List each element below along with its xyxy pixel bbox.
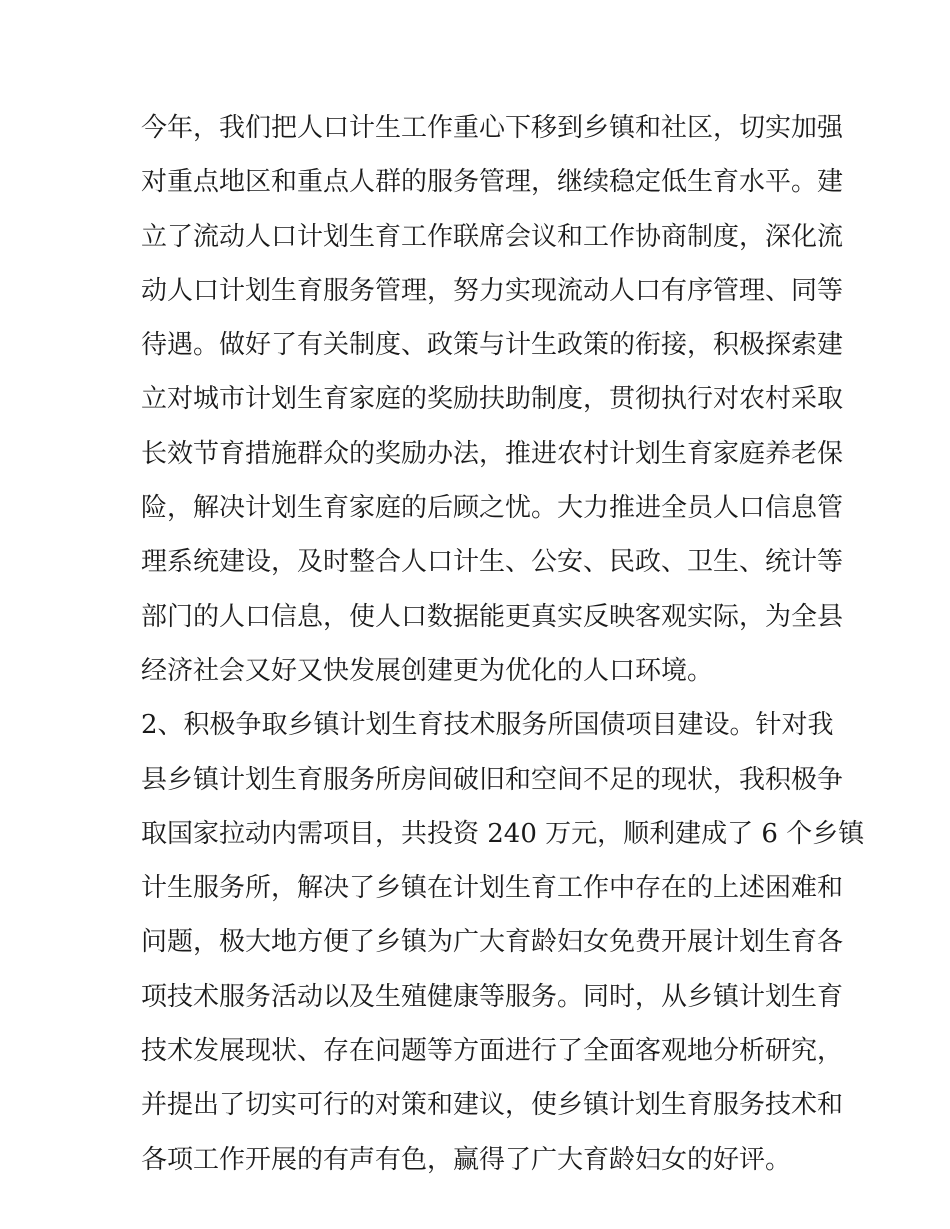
text-line: 立对城市计划生育家庭的奖励扶助制度，贯彻执行对农村采取: [141, 384, 844, 415]
text-line: 立了流动人口计划生育工作联席会议和工作协商制度，深化流: [141, 221, 844, 252]
text-line: 计生服务所，解决了乡镇在计划生育工作中存在的上述困难和: [141, 873, 844, 904]
text-line: 经济社会又好又快发展创建更为优化的人口环境。: [141, 655, 714, 686]
text-line: 险，解决计划生育家庭的后顾之忧。大力推进全员人口信息管: [141, 493, 844, 524]
text-line: 县乡镇计划生育服务所房间破旧和空间不足的现状，我积极争: [141, 764, 844, 795]
text-line: 2、积极争取乡镇计划生育技术服务所国债项目建设。针对我: [141, 710, 834, 741]
text-line: 待遇。做好了有关制度、政策与计生政策的衔接，积极探索建: [141, 330, 844, 361]
text-line: 动人口计划生育服务管理，努力实现流动人口有序管理、同等: [141, 275, 844, 306]
text-line: 项技术服务活动以及生殖健康等服务。同时，从乡镇计划生育: [141, 981, 844, 1012]
text-line: 技术发展现状、存在问题等方面进行了全面客观地分析研究，: [141, 1036, 844, 1067]
text-line: 问题，极大地方便了乡镇为广大育龄妇女免费开展计划生育各: [141, 927, 844, 958]
text-line: 取国家拉动内需项目，共投资 240 万元，顺利建成了 6 个乡镇: [141, 818, 865, 849]
text-line: 对重点地区和重点人群的服务管理，继续稳定低生育水平。建: [141, 167, 844, 198]
text-line: 长效节育措施群众的奖励办法，推进农村计划生育家庭养老保: [141, 438, 844, 469]
text-line: 理系统建设，及时整合人口计生、公安、民政、卫生、统计等: [141, 547, 844, 578]
text-line: 各项工作开展的有声有色，赢得了广大育龄妇女的好评。: [141, 1144, 792, 1175]
text-line: 部门的人口信息，使人口数据能更真实反映客观实际，为全县: [141, 601, 844, 632]
body-text: [141, 106, 865, 1192]
text-line: 并提出了切实可行的对策和建议，使乡镇计划生育服务技术和: [141, 1090, 844, 1121]
text-line: 今年，我们把人口计生工作重心下移到乡镇和社区，切实加强: [141, 113, 844, 143]
